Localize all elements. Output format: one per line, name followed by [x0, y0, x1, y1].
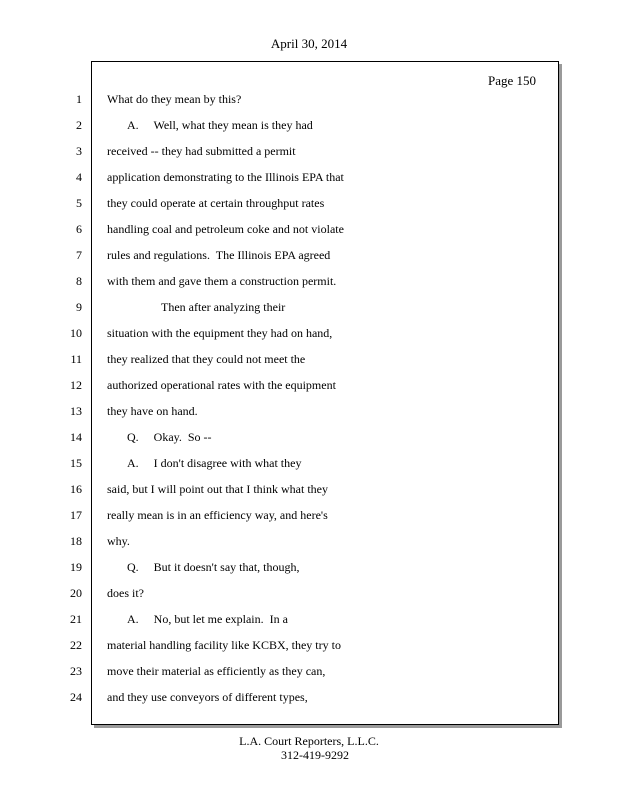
transcript-line: material handling facility like KCBX, they try to	[107, 638, 341, 652]
footer-phone: 312-419-9292	[281, 748, 349, 762]
page-number: Page 150	[487, 73, 536, 88]
transcript-line: why.	[107, 534, 130, 548]
line-number: 3	[76, 144, 82, 158]
line-number: 1	[76, 92, 82, 106]
transcript-line: situation with the equipment they had on hand,	[107, 326, 333, 340]
transcript-line: does it?	[107, 586, 144, 600]
transcript-line: and they use conveyors of different types,	[107, 690, 308, 704]
transcript-line: they could operate at certain throughput rates	[107, 196, 325, 210]
transcript-line: Q. But it doesn't say that, though,	[127, 560, 300, 574]
transcript-line: move their material as efficiently as they can,	[107, 664, 326, 678]
line-number: 8	[76, 274, 82, 288]
transcript-line: rules and regulations. The Illinois EPA agreed	[107, 248, 331, 262]
line-number: 2	[76, 118, 82, 132]
transcript-line: A. Well, what they mean is they had	[127, 118, 313, 132]
line-number: 16	[70, 482, 82, 496]
line-number: 22	[70, 638, 82, 652]
line-number: 21	[70, 612, 82, 626]
line-number: 6	[76, 222, 82, 236]
line-number: 17	[70, 508, 82, 522]
line-number: 20	[70, 586, 82, 600]
line-number: 18	[70, 534, 82, 548]
transcript-line: they have on hand.	[107, 404, 198, 418]
line-number: 13	[70, 404, 82, 418]
transcript-line: A. No, but let me explain. In a	[127, 612, 288, 626]
line-number: 7	[76, 248, 82, 262]
line-number: 4	[76, 170, 82, 184]
transcript-line: application demonstrating to the Illinois EPA that	[107, 170, 344, 184]
line-number: 14	[70, 430, 82, 444]
transcript-line: Then after analyzing their	[161, 300, 286, 314]
transcript-line: said, but I will point out that I think what they	[107, 482, 328, 496]
transcript-line: What do they mean by this?	[107, 92, 242, 106]
transcript-line: authorized operational rates with the equipment	[107, 378, 336, 392]
line-number: 19	[70, 560, 82, 574]
header-date: April 30, 2014	[270, 36, 348, 51]
line-number: 5	[76, 196, 82, 210]
line-number: 11	[70, 352, 82, 366]
line-number: 10	[70, 326, 82, 340]
footer	[0, 734, 618, 762]
transcript-line: with them and gave them a construction permit.	[107, 274, 337, 288]
line-number: 9	[76, 300, 82, 314]
transcript-line: received -- they had submitted a permit	[107, 144, 296, 158]
line-number: 15	[70, 456, 82, 470]
footer-firm-name: L.A. Court Reporters, L.L.C.	[239, 734, 379, 748]
transcript-line: really mean is in an efficiency way, and here's	[107, 508, 328, 522]
transcript-line: A. I don't disagree with what they	[127, 456, 302, 470]
line-number: 23	[70, 664, 82, 678]
transcript-line: handling coal and petroleum coke and not violate	[107, 222, 344, 236]
transcript-line: they realized that they could not meet the	[107, 352, 306, 366]
line-number: 24	[70, 690, 82, 704]
transcript-line: Q. Okay. So --	[127, 430, 212, 444]
line-number: 12	[70, 378, 82, 392]
